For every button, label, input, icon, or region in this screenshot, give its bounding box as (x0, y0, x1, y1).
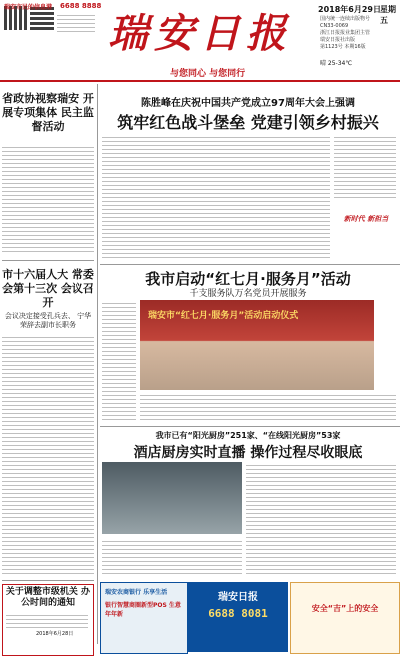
ad-logo: 瑞安日报 (218, 592, 258, 603)
weekday: 星期五 (380, 5, 396, 25)
story1-body (2, 144, 94, 254)
third-story (100, 428, 400, 578)
bottom-ad-middle[interactable] (188, 582, 288, 652)
qr-caption-lines (57, 12, 95, 34)
second-headline[interactable]: 我市启动“红七月·服务月”活动 (145, 270, 351, 288)
story2-subhead: 会议决定接受孔兵去、 宁华荣辞去副市长职务 (4, 312, 92, 329)
third-headline[interactable]: 酒店厨房实时直播 操作过程尽收眼底 (133, 445, 363, 461)
story2-headline[interactable]: 市十六届人大 常委会第十三次 会议召开 (2, 268, 94, 309)
ad-line1: 瑞安农商银行 乐享生活 (105, 589, 168, 596)
divider (2, 260, 94, 261)
story2-body (2, 334, 94, 574)
weather: 晴 25-34℃ (320, 60, 353, 67)
banner-tagline: 瑞安市民的信息港 (4, 4, 53, 11)
second-subhead: 千支服务队万名党员开展服务 (189, 289, 307, 299)
photo-banner: 瑞安市“红七月·服务月”活动启动仪式 (148, 311, 299, 321)
issue-info: 国内统一连续出版物号 CN33-0069 浙江日报报业集团主管 瑞安日报社出版 第1123号 本期16版 (320, 16, 371, 50)
divider (100, 426, 400, 427)
third-body-left (102, 538, 242, 574)
date: 2018年6月29日 (318, 5, 381, 14)
lead-body (102, 134, 330, 260)
notice-body (6, 612, 88, 628)
third-kicker: 我市已有“阳光厨房”251家、“在线阳光厨房”53家 (155, 431, 341, 440)
third-body-right (246, 462, 396, 574)
lead-headline[interactable]: 筑牢红色战斗堡垒 党建引领乡村振兴 (117, 113, 379, 132)
divider (2, 580, 94, 581)
slogan: 与您同心 与您同行 (170, 69, 246, 79)
story1-headline[interactable]: 省政协视察瑞安 开展专项集体 民主监督活动 (2, 92, 94, 133)
bottom-ad-left[interactable] (100, 582, 188, 654)
ad-line2: 银行智慧商圈新型POS 生意年年新 (105, 602, 181, 618)
ad-phone: 6688 8081 (208, 607, 268, 620)
left-column (0, 84, 96, 608)
masthead-rule (0, 80, 400, 82)
lead-body-right (334, 134, 396, 200)
lead-kicker: 陈胜峰在庆祝中国共产党成立97周年大会上强调 (141, 98, 355, 109)
newspaper-title: 瑞安日报 (108, 10, 292, 57)
lead-story (100, 86, 400, 264)
second-body-bottom (140, 392, 396, 420)
third-photo[interactable] (102, 462, 242, 534)
second-body-left (102, 300, 136, 420)
safety-slogan: 安全“吉”上的安全 (311, 604, 379, 613)
notice-headline[interactable]: 关于调整市级机关 办公时间的通知 (5, 587, 91, 608)
photo[interactable] (140, 300, 374, 390)
hotline: 6688 8888 (60, 2, 102, 10)
masthead (0, 0, 400, 82)
divider (100, 264, 400, 265)
bottom-ad-right[interactable] (290, 582, 400, 654)
column-separator (97, 84, 98, 644)
notice-signoff: 2018年6月28日 (36, 631, 74, 637)
second-story (100, 266, 400, 426)
lead-seal: 新时代 新担当 (343, 214, 389, 223)
